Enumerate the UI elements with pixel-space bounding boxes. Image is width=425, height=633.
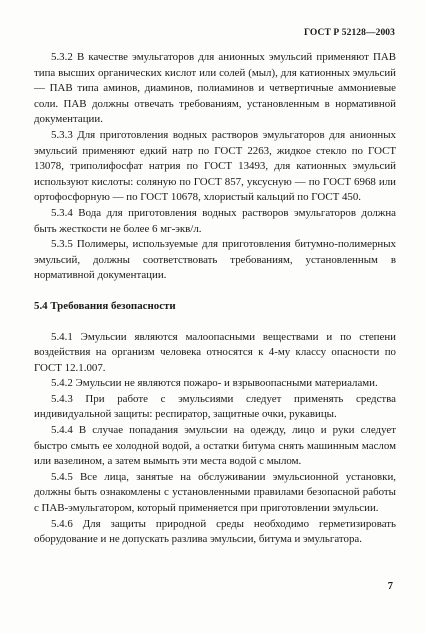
paragraph-5-4-6: 5.4.6 Для защиты природной среды необходимо герметизировать оборудование и не допускать разлива эмульсии, битума и эмульгатора. <box>34 517 396 546</box>
paragraph-5-4-4: 5.4.4 В случае попадания эмульсии на одежду, лицо и руки следует быстро смыть ее холодной водой, а остатки битума снять машинным маслом или вазелином, а затем вымыть эти места водой с мылом. <box>34 424 396 468</box>
paragraph-5-3-4: 5.3.4 Вода для приготовления водных растворов эмульгаторов должна быть жесткости не более 6 мг-экв/л. <box>34 206 396 235</box>
paragraph-5-4-5: 5.4.5 Все лица, занятые на обслуживании эмульсионной установки, должны быть ознакомлены с установленными правилами безопасной работы с ПАВ-эмульгатором, который применяется при приготовлении эмульсии. <box>34 470 396 515</box>
paragraph-5-3-5: 5.3.5 Полимеры, используемые для приготовления битумно-полимерных эмульсий, должны соответствовать требованиям, установленным в нормативной документации. <box>34 238 396 282</box>
paragraph-5-4-3: 5.4.3 При работе с эмульсиями следует применять средства индивидуальной защиты: респиратор, защитные очки, рукавицы. <box>34 392 396 421</box>
paragraph-5-3-2: 5.3.2 В качестве эмульгаторов для анионных эмульсий применяют ПАВ типа высших органических кислот или солей (мыл), для катионных эмульсий — ПАВ типа аминов, диаминов, полиаминов и четвертичные аммониевые соли. ПАВ должны отвечать требованиям, установленным в нормативной документации. <box>34 51 396 126</box>
section-title: 5.4 Требования безопасности <box>34 299 176 312</box>
document-body <box>34 50 396 548</box>
paragraph-5-4-1: 5.4.1 Эмульсии являются малоопасными веществами и по степени воздействия на организм человека относятся к 4-му классу опасности по ГОСТ 12.1.007. <box>34 330 396 374</box>
paragraph-5-4-2: 5.4.2 Эмульсии не являются пожаро- и взрывоопасными материалами. <box>51 377 378 390</box>
page-number: 7 <box>387 581 393 592</box>
paragraph-5-3-3: 5.3.3 Для приготовления водных растворов эмульгаторов для анионных эмульсий применяют едкий натр по ГОСТ 2263, жидкое стекло по ГОСТ 13078, триполифосфат натрия по ГОСТ 13493, для катионных эмульсий используют кислоты: соляную по ГОСТ 857, уксусную — по ГОСТ 6968 или ортофосфорную — по ГОСТ 10678, хлористый кальций по ГОСТ 450. <box>34 128 396 204</box>
document-header: ГОСТ Р 52128—2003 <box>303 28 395 38</box>
